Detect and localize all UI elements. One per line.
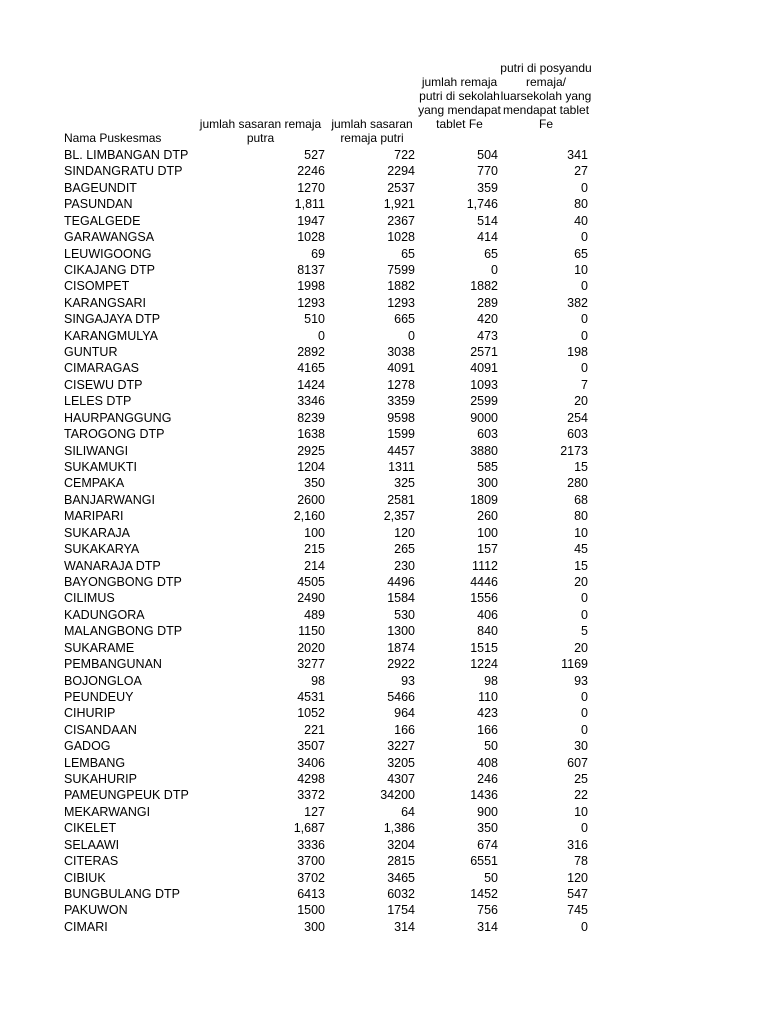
cell-nama-puskesmas: PAKUWON <box>64 903 128 918</box>
cell-nama-puskesmas: CISOMPET <box>64 279 130 294</box>
cell-sasaran-putri: 3205 <box>387 755 415 770</box>
cell-putri-sekolah-fe: 4091 <box>470 361 498 376</box>
cell-putri-sekolah-fe: 770 <box>477 164 498 179</box>
cell-sasaran-putra: 3277 <box>297 657 325 672</box>
cell-sasaran-putra: 1500 <box>297 903 325 918</box>
cell-sasaran-putri: 4307 <box>387 772 415 787</box>
cell-nama-puskesmas: CIHURIP <box>64 706 116 721</box>
cell-sasaran-putri: 665 <box>394 312 415 327</box>
cell-sasaran-putri: 65 <box>401 246 415 261</box>
cell-putri-posyandu-fe: 0 <box>581 689 588 704</box>
cell-sasaran-putri: 1584 <box>387 591 415 606</box>
cell-sasaran-putra: 300 <box>304 919 325 934</box>
table-row <box>0 541 768 557</box>
cell-sasaran-putri: 4457 <box>387 443 415 458</box>
table-row <box>0 738 768 754</box>
cell-nama-puskesmas: GADOG <box>64 739 111 754</box>
table-row <box>0 640 768 656</box>
cell-sasaran-putri: 1293 <box>387 295 415 310</box>
table-row <box>0 262 768 278</box>
table-row <box>0 295 768 311</box>
cell-sasaran-putra: 221 <box>304 722 325 737</box>
cell-putri-sekolah-fe: 1436 <box>470 788 498 803</box>
cell-putri-posyandu-fe: 5 <box>581 624 588 639</box>
header-sasaran-putri: jumlah sasaran remaja putri <box>331 117 413 145</box>
cell-putri-posyandu-fe: 316 <box>567 837 588 852</box>
cell-nama-puskesmas: SUKARAME <box>64 640 135 655</box>
cell-putri-sekolah-fe: 473 <box>477 328 498 343</box>
table-row <box>0 311 768 327</box>
cell-sasaran-putri: 2581 <box>387 492 415 507</box>
cell-sasaran-putra: 69 <box>311 246 325 261</box>
cell-sasaran-putra: 4505 <box>297 574 325 589</box>
cell-sasaran-putri: 166 <box>394 722 415 737</box>
cell-nama-puskesmas: BAGEUNDIT <box>64 180 137 195</box>
cell-sasaran-putra: 1150 <box>298 624 325 639</box>
cell-sasaran-putri: 1311 <box>388 460 415 475</box>
cell-putri-posyandu-fe: 25 <box>574 772 588 787</box>
cell-sasaran-putra: 8239 <box>297 410 325 425</box>
cell-nama-puskesmas: SILIWANGI <box>64 443 129 458</box>
cell-nama-puskesmas: GUNTUR <box>64 345 118 360</box>
cell-putri-posyandu-fe: 254 <box>567 410 588 425</box>
cell-nama-puskesmas: CIKAJANG DTP <box>64 262 155 277</box>
cell-sasaran-putri: 1028 <box>387 230 415 245</box>
cell-sasaran-putra: 1998 <box>297 279 325 294</box>
cell-putri-sekolah-fe: 0 <box>491 262 498 277</box>
cell-nama-puskesmas: BAYONGBONG DTP <box>64 574 182 589</box>
cell-sasaran-putri: 1,921 <box>383 197 415 212</box>
cell-sasaran-putri: 2294 <box>387 164 415 179</box>
cell-nama-puskesmas: CISEWU DTP <box>64 377 143 392</box>
cell-nama-puskesmas: CIBIUK <box>64 870 106 885</box>
cell-sasaran-putra: 8137 <box>297 262 325 277</box>
cell-nama-puskesmas: SINGAJAYA DTP <box>64 312 161 327</box>
cell-putri-sekolah-fe: 1882 <box>470 279 498 294</box>
cell-putri-sekolah-fe: 314 <box>477 919 498 934</box>
cell-sasaran-putra: 1293 <box>297 295 325 310</box>
cell-sasaran-putri: 1882 <box>387 279 415 294</box>
cell-putri-sekolah-fe: 2571 <box>470 345 498 360</box>
cell-putri-posyandu-fe: 745 <box>567 903 588 918</box>
cell-nama-puskesmas: SUKARAJA <box>64 525 130 540</box>
cell-sasaran-putra: 3336 <box>297 837 325 852</box>
table-row <box>0 328 768 344</box>
cell-nama-puskesmas: BUNGBULANG DTP <box>64 886 180 901</box>
cell-sasaran-putra: 1204 <box>297 460 325 475</box>
cell-sasaran-putri: 722 <box>394 148 415 162</box>
cell-putri-posyandu-fe: 0 <box>581 821 588 836</box>
cell-putri-sekolah-fe: 420 <box>477 312 498 327</box>
table-row <box>0 820 768 836</box>
cell-sasaran-putra: 1638 <box>297 427 325 442</box>
cell-nama-puskesmas: HAURPANGGUNG <box>64 410 172 425</box>
cell-putri-sekolah-fe: 9000 <box>470 410 498 425</box>
cell-nama-puskesmas: MALANGBONG DTP <box>64 624 183 639</box>
cell-putri-sekolah-fe: 3880 <box>470 443 498 458</box>
cell-putri-posyandu-fe: 15 <box>574 460 588 475</box>
table-row <box>0 689 768 705</box>
cell-sasaran-putra: 3372 <box>297 788 325 803</box>
cell-sasaran-putra: 127 <box>304 804 325 819</box>
table-row <box>0 459 768 475</box>
cell-putri-sekolah-fe: 65 <box>484 246 498 261</box>
table-row <box>0 492 768 508</box>
cell-putri-posyandu-fe: 280 <box>567 476 588 491</box>
cell-sasaran-putra: 3700 <box>297 854 325 869</box>
cell-putri-posyandu-fe: 0 <box>581 328 588 343</box>
table-row <box>0 180 768 196</box>
cell-putri-posyandu-fe: 382 <box>567 295 588 310</box>
cell-putri-sekolah-fe: 157 <box>477 542 498 557</box>
cell-nama-puskesmas: SUKAKARYA <box>64 542 140 557</box>
cell-sasaran-putra: 4298 <box>297 772 325 787</box>
table-row <box>0 525 768 541</box>
cell-sasaran-putri: 120 <box>394 525 415 540</box>
cell-putri-sekolah-fe: 1093 <box>470 377 498 392</box>
cell-putri-sekolah-fe: 50 <box>484 870 498 885</box>
table-row <box>0 410 768 426</box>
cell-nama-puskesmas: MARIPARI <box>64 509 124 524</box>
cell-nama-puskesmas: PEUNDEUY <box>64 689 134 704</box>
cell-sasaran-putri: 4496 <box>387 574 415 589</box>
table-row <box>0 837 768 853</box>
cell-sasaran-putra: 510 <box>304 312 325 327</box>
table-row <box>0 705 768 721</box>
cell-putri-posyandu-fe: 0 <box>581 919 588 934</box>
cell-putri-sekolah-fe: 350 <box>477 821 498 836</box>
cell-sasaran-putri: 0 <box>408 328 415 343</box>
table-row <box>0 475 768 491</box>
cell-putri-sekolah-fe: 1809 <box>470 492 498 507</box>
table-row <box>0 344 768 360</box>
table-row <box>0 377 768 393</box>
cell-putri-sekolah-fe: 50 <box>484 739 498 754</box>
table-row <box>0 590 768 606</box>
cell-putri-posyandu-fe: 27 <box>574 164 588 179</box>
cell-sasaran-putra: 1424 <box>297 377 325 392</box>
cell-nama-puskesmas: CISANDAAN <box>64 722 137 737</box>
cell-putri-sekolah-fe: 423 <box>477 706 498 721</box>
cell-sasaran-putra: 2020 <box>297 640 325 655</box>
cell-sasaran-putri: 314 <box>394 919 415 934</box>
cell-sasaran-putra: 1947 <box>297 213 325 228</box>
cell-nama-puskesmas: BOJONGLOA <box>64 673 142 688</box>
cell-putri-sekolah-fe: 260 <box>477 509 498 524</box>
cell-putri-posyandu-fe: 45 <box>574 542 588 557</box>
cell-sasaran-putri: 64 <box>401 804 415 819</box>
cell-putri-posyandu-fe: 22 <box>574 788 588 803</box>
cell-putri-posyandu-fe: 0 <box>581 279 588 294</box>
cell-sasaran-putra: 3702 <box>297 870 325 885</box>
cell-sasaran-putri: 3359 <box>387 394 415 409</box>
cell-putri-posyandu-fe: 0 <box>581 706 588 721</box>
cell-nama-puskesmas: KARANGMULYA <box>64 328 159 343</box>
cell-putri-posyandu-fe: 93 <box>574 673 588 688</box>
table-row <box>0 443 768 459</box>
cell-putri-posyandu-fe: 341 <box>567 148 588 162</box>
cell-nama-puskesmas: CIMARI <box>64 919 108 934</box>
cell-putri-sekolah-fe: 166 <box>477 722 498 737</box>
cell-sasaran-putra: 1052 <box>297 706 325 721</box>
cell-sasaran-putri: 1874 <box>387 640 415 655</box>
cell-nama-puskesmas: LEMBANG <box>64 755 126 770</box>
cell-nama-puskesmas: LEUWIGOONG <box>64 246 152 261</box>
table-row <box>0 163 768 179</box>
cell-nama-puskesmas: SELAAWI <box>64 837 120 852</box>
cell-sasaran-putri: 34200 <box>380 788 415 803</box>
cell-sasaran-putri: 2,357 <box>383 509 415 524</box>
cell-sasaran-putri: 1754 <box>387 903 415 918</box>
cell-sasaran-putri: 3465 <box>387 870 415 885</box>
cell-nama-puskesmas: BL. LIMBANGAN DTP <box>64 148 189 162</box>
cell-putri-sekolah-fe: 504 <box>477 148 498 162</box>
cell-nama-puskesmas: PAMEUNGPEUK DTP <box>64 788 189 803</box>
cell-putri-sekolah-fe: 100 <box>477 525 498 540</box>
cell-putri-posyandu-fe: 10 <box>574 262 588 277</box>
cell-putri-posyandu-fe: 20 <box>574 640 588 655</box>
cell-putri-posyandu-fe: 0 <box>581 230 588 245</box>
cell-nama-puskesmas: CITERAS <box>64 854 119 869</box>
cell-putri-posyandu-fe: 547 <box>567 886 588 901</box>
cell-sasaran-putri: 265 <box>394 542 415 557</box>
cell-sasaran-putra: 1270 <box>297 180 325 195</box>
cell-putri-posyandu-fe: 68 <box>574 492 588 507</box>
cell-sasaran-putra: 4531 <box>297 689 325 704</box>
table-row <box>0 574 768 590</box>
cell-putri-posyandu-fe: 0 <box>581 722 588 737</box>
cell-putri-sekolah-fe: 4446 <box>470 574 498 589</box>
header-sasaran-putra: jumlah sasaran remaja putra <box>199 117 322 145</box>
cell-sasaran-putra: 2925 <box>297 443 325 458</box>
cell-nama-puskesmas: PEMBANGUNAN <box>64 657 162 672</box>
cell-sasaran-putra: 350 <box>304 476 325 491</box>
cell-sasaran-putra: 214 <box>304 558 325 573</box>
cell-sasaran-putra: 2490 <box>297 591 325 606</box>
cell-putri-posyandu-fe: 40 <box>574 213 588 228</box>
cell-putri-sekolah-fe: 674 <box>477 837 498 852</box>
cell-sasaran-putra: 2600 <box>297 492 325 507</box>
cell-sasaran-putra: 98 <box>311 673 325 688</box>
cell-sasaran-putra: 4165 <box>297 361 325 376</box>
cell-putri-sekolah-fe: 110 <box>478 689 498 704</box>
cell-nama-puskesmas: GARAWANGSA <box>64 230 155 245</box>
cell-sasaran-putra: 527 <box>304 148 325 162</box>
table-row <box>0 787 768 803</box>
cell-putri-sekolah-fe: 2599 <box>470 394 498 409</box>
cell-putri-sekolah-fe: 1556 <box>470 591 498 606</box>
cell-sasaran-putri: 2537 <box>387 180 415 195</box>
cell-sasaran-putri: 3038 <box>387 345 415 360</box>
cell-putri-sekolah-fe: 1224 <box>470 657 498 672</box>
cell-putri-posyandu-fe: 2173 <box>560 443 588 458</box>
cell-sasaran-putra: 1,811 <box>294 197 325 212</box>
table-row <box>0 623 768 639</box>
table-row <box>0 229 768 245</box>
cell-sasaran-putri: 1300 <box>387 624 415 639</box>
cell-putri-sekolah-fe: 1452 <box>470 886 498 901</box>
cell-sasaran-putra: 489 <box>304 607 325 622</box>
header-putri-posyandu-fe: putri di posyandu remaja/ luarsekolah yang mendapat tablet Fe <box>500 61 592 131</box>
cell-putri-posyandu-fe: 607 <box>567 755 588 770</box>
cell-nama-puskesmas: LELES DTP <box>64 394 132 409</box>
cell-putri-posyandu-fe: 603 <box>567 427 588 442</box>
cell-putri-posyandu-fe: 15 <box>574 558 588 573</box>
cell-putri-posyandu-fe: 0 <box>581 312 588 327</box>
cell-putri-posyandu-fe: 20 <box>574 394 588 409</box>
cell-sasaran-putra: 100 <box>304 525 325 540</box>
table-row <box>0 804 768 820</box>
cell-sasaran-putri: 7599 <box>387 262 415 277</box>
cell-putri-posyandu-fe: 0 <box>581 361 588 376</box>
cell-putri-sekolah-fe: 756 <box>477 903 498 918</box>
table-row <box>0 426 768 442</box>
cell-putri-posyandu-fe: 0 <box>581 180 588 195</box>
cell-putri-sekolah-fe: 840 <box>477 624 498 639</box>
cell-putri-sekolah-fe: 1515 <box>470 640 498 655</box>
cell-sasaran-putri: 9598 <box>387 410 415 425</box>
cell-putri-posyandu-fe: 120 <box>567 870 588 885</box>
cell-putri-sekolah-fe: 406 <box>477 607 498 622</box>
cell-sasaran-putra: 215 <box>304 542 325 557</box>
header-nama-puskesmas: Nama Puskesmas <box>64 131 162 145</box>
cell-sasaran-putri: 6032 <box>387 886 415 901</box>
cell-sasaran-putri: 325 <box>394 476 415 491</box>
table-row <box>0 755 768 771</box>
cell-nama-puskesmas: CIMARAGAS <box>64 361 140 376</box>
cell-nama-puskesmas: MEKARWANGI <box>64 804 151 819</box>
cell-nama-puskesmas: TEGALGEDE <box>64 213 141 228</box>
cell-putri-posyandu-fe: 0 <box>581 607 588 622</box>
cell-putri-sekolah-fe: 1,746 <box>466 197 498 212</box>
table-row <box>0 607 768 623</box>
cell-nama-puskesmas: CEMPAKA <box>64 476 125 491</box>
cell-sasaran-putri: 5466 <box>387 689 415 704</box>
cell-putri-sekolah-fe: 246 <box>477 772 498 787</box>
cell-sasaran-putri: 93 <box>401 673 415 688</box>
data-table-body <box>0 147 768 935</box>
table-row <box>0 508 768 524</box>
table-row <box>0 886 768 902</box>
table-row <box>0 213 768 229</box>
cell-putri-posyandu-fe: 1169 <box>561 657 588 672</box>
cell-putri-sekolah-fe: 408 <box>477 755 498 770</box>
table-row <box>0 919 768 935</box>
cell-putri-sekolah-fe: 585 <box>477 460 498 475</box>
cell-sasaran-putra: 2246 <box>297 164 325 179</box>
cell-sasaran-putri: 1599 <box>387 427 415 442</box>
table-row <box>0 558 768 574</box>
cell-sasaran-putra: 2,160 <box>293 509 325 524</box>
cell-nama-puskesmas: CIKELET <box>64 821 117 836</box>
cell-putri-sekolah-fe: 414 <box>477 230 498 245</box>
cell-putri-sekolah-fe: 289 <box>477 295 498 310</box>
cell-putri-sekolah-fe: 514 <box>477 213 498 228</box>
cell-sasaran-putra: 2892 <box>297 345 325 360</box>
cell-putri-posyandu-fe: 10 <box>574 525 588 540</box>
table-row <box>0 147 768 163</box>
table-row <box>0 360 768 376</box>
cell-putri-posyandu-fe: 7 <box>581 377 588 392</box>
cell-putri-posyandu-fe: 65 <box>574 246 588 261</box>
cell-sasaran-putra: 1,687 <box>293 821 325 836</box>
cell-sasaran-putra: 0 <box>318 328 325 343</box>
cell-sasaran-putri: 530 <box>394 607 415 622</box>
cell-nama-puskesmas: PASUNDAN <box>64 197 133 212</box>
table-row <box>0 196 768 212</box>
cell-putri-sekolah-fe: 98 <box>484 673 498 688</box>
table-row <box>0 278 768 294</box>
cell-sasaran-putri: 230 <box>394 558 415 573</box>
cell-putri-posyandu-fe: 10 <box>574 804 588 819</box>
table-row <box>0 656 768 672</box>
cell-sasaran-putra: 3507 <box>297 739 325 754</box>
cell-putri-posyandu-fe: 198 <box>567 345 588 360</box>
table-row <box>0 722 768 738</box>
cell-nama-puskesmas: BANJARWANGI <box>64 492 155 507</box>
cell-sasaran-putri: 1,386 <box>383 821 415 836</box>
cell-sasaran-putri: 3204 <box>387 837 415 852</box>
cell-nama-puskesmas: KARANGSARI <box>64 295 146 310</box>
cell-putri-posyandu-fe: 80 <box>574 197 588 212</box>
cell-nama-puskesmas: SUKAMUKTI <box>64 460 137 475</box>
cell-putri-sekolah-fe: 300 <box>477 476 498 491</box>
cell-sasaran-putri: 1278 <box>387 377 415 392</box>
table-row <box>0 393 768 409</box>
cell-sasaran-putri: 3227 <box>387 739 415 754</box>
table-row <box>0 902 768 918</box>
cell-sasaran-putri: 4091 <box>387 361 415 376</box>
cell-putri-sekolah-fe: 603 <box>477 427 498 442</box>
cell-nama-puskesmas: SUKAHURIP <box>64 772 137 787</box>
cell-nama-puskesmas: SINDANGRATU DTP <box>64 164 183 179</box>
cell-putri-posyandu-fe: 78 <box>574 854 588 869</box>
table-row <box>0 246 768 262</box>
cell-putri-sekolah-fe: 900 <box>477 804 498 819</box>
header-putri-sekolah-fe: jumlah remaja putri di sekolah yang mendapat tablet Fe <box>418 75 501 131</box>
cell-nama-puskesmas: WANARAJA DTP <box>64 558 161 573</box>
table-row <box>0 870 768 886</box>
cell-sasaran-putri: 2367 <box>387 213 415 228</box>
cell-nama-puskesmas: TAROGONG DTP <box>64 427 165 442</box>
cell-putri-posyandu-fe: 20 <box>574 574 588 589</box>
cell-putri-sekolah-fe: 359 <box>477 180 498 195</box>
cell-sasaran-putra: 6413 <box>297 886 325 901</box>
cell-sasaran-putra: 3406 <box>297 755 325 770</box>
cell-nama-puskesmas: KADUNGORA <box>64 607 145 622</box>
cell-putri-posyandu-fe: 80 <box>574 509 588 524</box>
cell-sasaran-putra: 1028 <box>297 230 325 245</box>
cell-putri-posyandu-fe: 30 <box>574 739 588 754</box>
cell-putri-sekolah-fe: 6551 <box>470 854 498 869</box>
cell-sasaran-putri: 964 <box>394 706 415 721</box>
cell-sasaran-putri: 2922 <box>387 657 415 672</box>
cell-sasaran-putri: 2815 <box>387 854 415 869</box>
table-row <box>0 771 768 787</box>
cell-putri-posyandu-fe: 0 <box>581 591 588 606</box>
cell-sasaran-putra: 3346 <box>297 394 325 409</box>
cell-putri-sekolah-fe: 1112 <box>472 558 498 573</box>
table-row <box>0 673 768 689</box>
cell-nama-puskesmas: CILIMUS <box>64 591 115 606</box>
table-row <box>0 853 768 869</box>
